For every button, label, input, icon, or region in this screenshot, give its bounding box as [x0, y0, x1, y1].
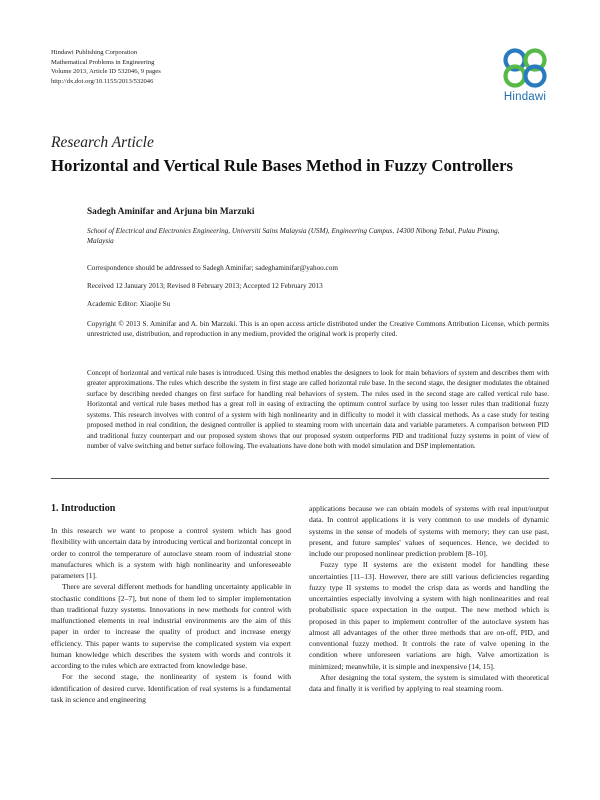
right-column	[309, 503, 549, 694]
volume-info: Volume 2013, Article ID 532046, 9 pages	[51, 68, 161, 76]
journal-name: Mathematical Problems in Engineering	[51, 58, 155, 66]
left-column	[51, 503, 291, 705]
paragraph: In this research we want to propose a control system which has good flexibility with uncertain data by introducing vertical and horizontal concept in order to control the temperature of autoclave steam room of industrial stone manufactures which is a system with high nonlinearity and unforeseeable parameters [1].	[51, 526, 291, 580]
journal-header	[51, 48, 351, 86]
section-divider	[51, 478, 549, 479]
publisher-name: Hindawi Publishing Corporation	[51, 49, 138, 56]
paragraph: For the second stage, the nonlinearity of system is found with identification of desired curve. Identification of real systems is a fundamental task in science and engineering	[51, 672, 291, 704]
copyright-notice: Copyright © 2013 S. Aminifar and A. bin Marzuki. This is an open access article distributed under the Creative Commons Attribution License, which permits unrestricted use, distribution, and reproduction in any medium, provided the original work is properly cited.	[87, 320, 549, 339]
hindawi-rings-icon	[499, 46, 551, 90]
paragraph: There are several different methods for handling uncertainty applicable in stochastic conditions [2–7], but none of them led to simpler implementation than traditional fuzzy systems. Innovations in new methods for control with malfunctioned elements in real industrial environments are the aim of this paper in order to increase the quality of product and increase energy efficiency. This paper wants to supervise the complicated system via expert human knowledge which describes the system with words and controls it according to the rules which are extracted from knowledge base.	[51, 582, 291, 670]
dates-line: Received 12 January 2013; Revised 8 February 2013; Accepted 12 February 2013	[87, 282, 323, 290]
paragraph: After designing the total system, the system is simulated with theoretical data and finally it is verified by applying to real steaming room.	[309, 672, 549, 693]
author-list: Sadegh Aminifar and Arjuna bin Marzuki	[87, 207, 255, 217]
affiliation: School of Electrical and Electronics Engineering, Universiti Sains Malaysia (USM), Engineering Campus, 14300 Nibong Tebal, Pulau Pinang, Malaysia	[87, 227, 500, 246]
paragraph: Fuzzy type II systems are the existent model for handling these uncertainties [11–13]. However, there are still various deficiencies regarding fuzzy type II systems to model the crisp data as words and handling the uncertainties especially involving a system with high nonlinearities and real probabilistic space expectation in the output. The new method which is proposed in this paper to implement controller of the autoclave system has almost all advantages of the other three methods that are on-off, PID, and conventional fuzzy method. It controls the rate of valve opening in the condition where unforeseen variations are high. Valve amortization is minimized; meanwhile, it is simple and inexpensive [14, 15].	[309, 560, 549, 671]
logo-wordmark: Hindawi	[503, 91, 547, 103]
section-heading-introduction: 1. Introduction	[51, 503, 116, 514]
paper-title: Horizontal and Vertical Rule Bases Method in Fuzzy Controllers	[51, 156, 514, 175]
paragraph: applications because we can obtain models of systems with real input/output data. In control applications it is very common to use models of dynamic systems in the sense of models of systems with memory; they can use past, present, and future samples' values of sequences. Hence, we decided to include our proposed nonlinear prediction problem [8–10].	[309, 504, 549, 558]
editor-line: Academic Editor: Xiaojie Su	[87, 300, 171, 308]
article-type: Research Article	[51, 134, 154, 151]
hindawi-logo	[493, 46, 557, 104]
correspondence-line: Correspondence should be addressed to Sadegh Aminifar; sadeghaminifar@yahoo.com	[87, 264, 338, 272]
doi-link[interactable]: http://dx.doi.org/10.1155/2013/532046	[51, 77, 154, 85]
abstract: Concept of horizontal and vertical rule bases is introduced. Using this method enables the designers to look for main behaviors of system and describes them with greater approximations. The rules which describe the system in first stage are called horizontal rule base. In the second stage, the designer modulates the obtained surface by describing needed changes on first surface for handling real behaviors of system. The rules used in the second stage are called vertical rule base. Horizontal and vertical rule bases method has a great roll in easing of extracting the optimum control surface by using too lesser rules than traditional fuzzy systems. This research involves with control of a system with high nonlinearity and in difficulty to model it with classical methods. As a case study for testing proposed method in real condition, the designed controller is applied to steaming room with uncertain data and variable parameters. A comparison between PID and traditional fuzzy counterpart and our proposed system shows that our proposed system outperforms PID and traditional fuzzy systems in point of view of number of valve switching and better surface following. The evaluations have done both with model simulation and DSP implementation.	[87, 369, 549, 451]
